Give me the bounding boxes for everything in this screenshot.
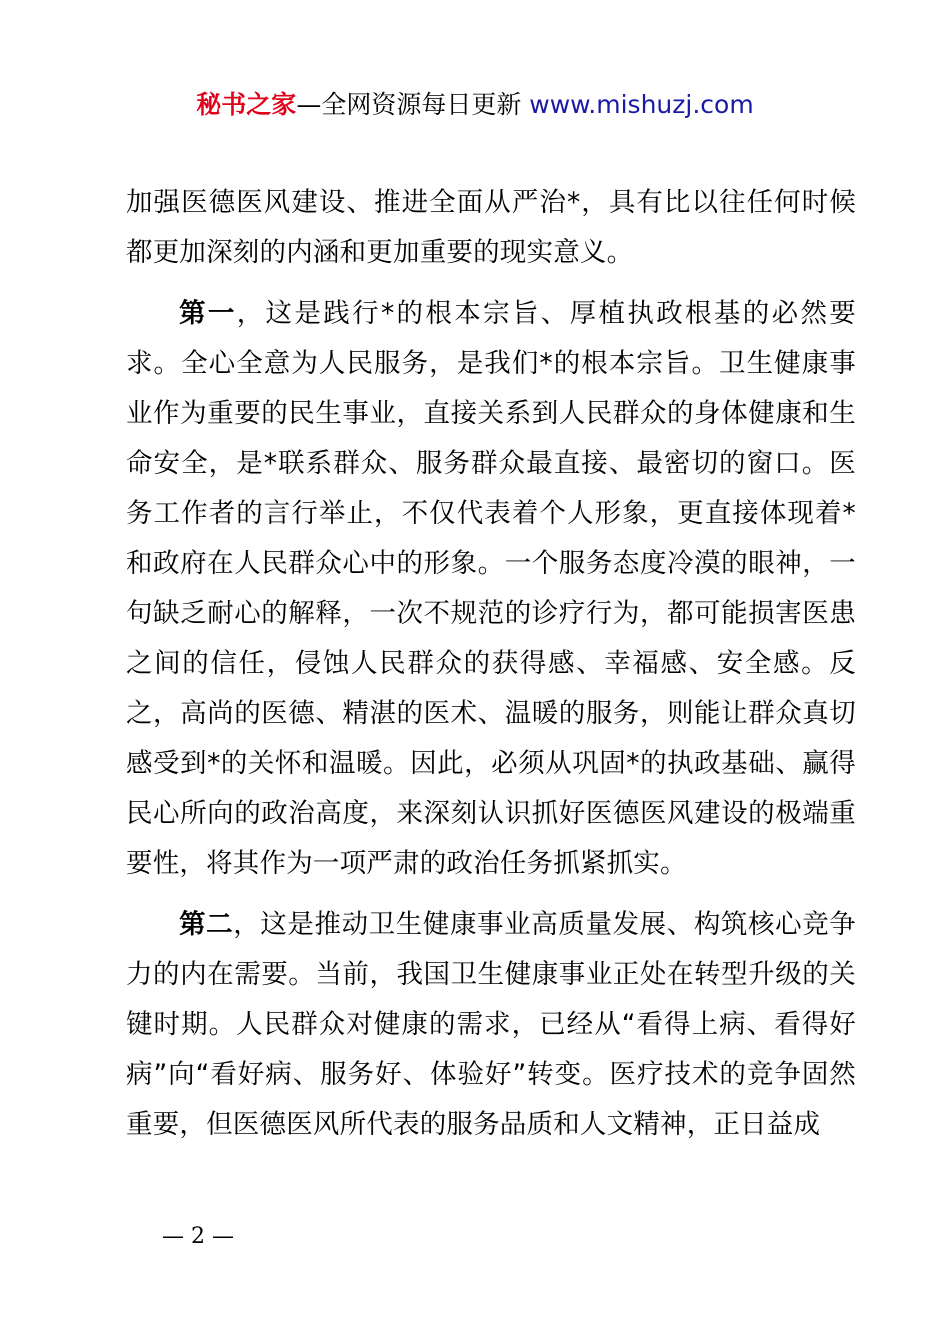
website-url[interactable]: www.mishuzj.com — [529, 90, 754, 119]
paragraph-second — [126, 900, 856, 1150]
brand-name: 秘书之家 — [196, 90, 297, 119]
page-number: — 2 — — [162, 1224, 234, 1249]
paragraph-first-lead: 第一 — [179, 298, 237, 329]
intro-paragraph: 加强医德医风建设、推进全面从严治*，具有比以往任何时候都更加深刻的内涵和更加重要的现实意义。 — [126, 187, 856, 268]
paragraph-first — [126, 289, 856, 889]
document-body — [126, 178, 856, 1150]
paragraph-first-text: ，这是践行*的根本宗旨、厚植执政根基的必然要求。全心全意为人民服务，是我们*的根本宗旨。卫生健康事业作为重要的民生事业，直接关系到人民群众的身体健康和生命安全，是*联系群众、服务群众最直接、最密切的窗口。医务工作者的言行举止，不仅代表着个人形象，更直接体现着*和政府在人民群众心中的形象。一个服务态度冷漠的眼神，一句缺乏耐心的解释，一次不规范的诊疗行为，都可能损害医患之间的信任，侵蚀人民群众的获得感、幸福感、安全感。反之，高尚的医德、精湛的医术、温暖的服务，则能让群众真切感受到*的关怀和温暖。因此，必须从巩固*的执政基础、赢得民心所向的政治高度，来深刻认识抓好医德医风建设的极端重要性，将其作为一项严肃的政治任务抓紧抓实。 — [126, 298, 856, 879]
paragraph-second-text: ，这是推动卫生健康事业高质量发展、构筑核心竞争力的内在需要。当前，我国卫生健康事业正处在转型升级的关键时期。人民群众对健康的需求，已经从“看得上病、看得好病”向“看好病、服务好、体验好”转变。医疗技术的竞争固然重要，但医德医风所代表的服务品质和人文精神，正日益成 — [126, 909, 856, 1140]
page-header — [0, 88, 950, 122]
header-tagline: —全网资源每日更新 — [296, 90, 530, 119]
paragraph-second-lead: 第二 — [179, 909, 234, 940]
